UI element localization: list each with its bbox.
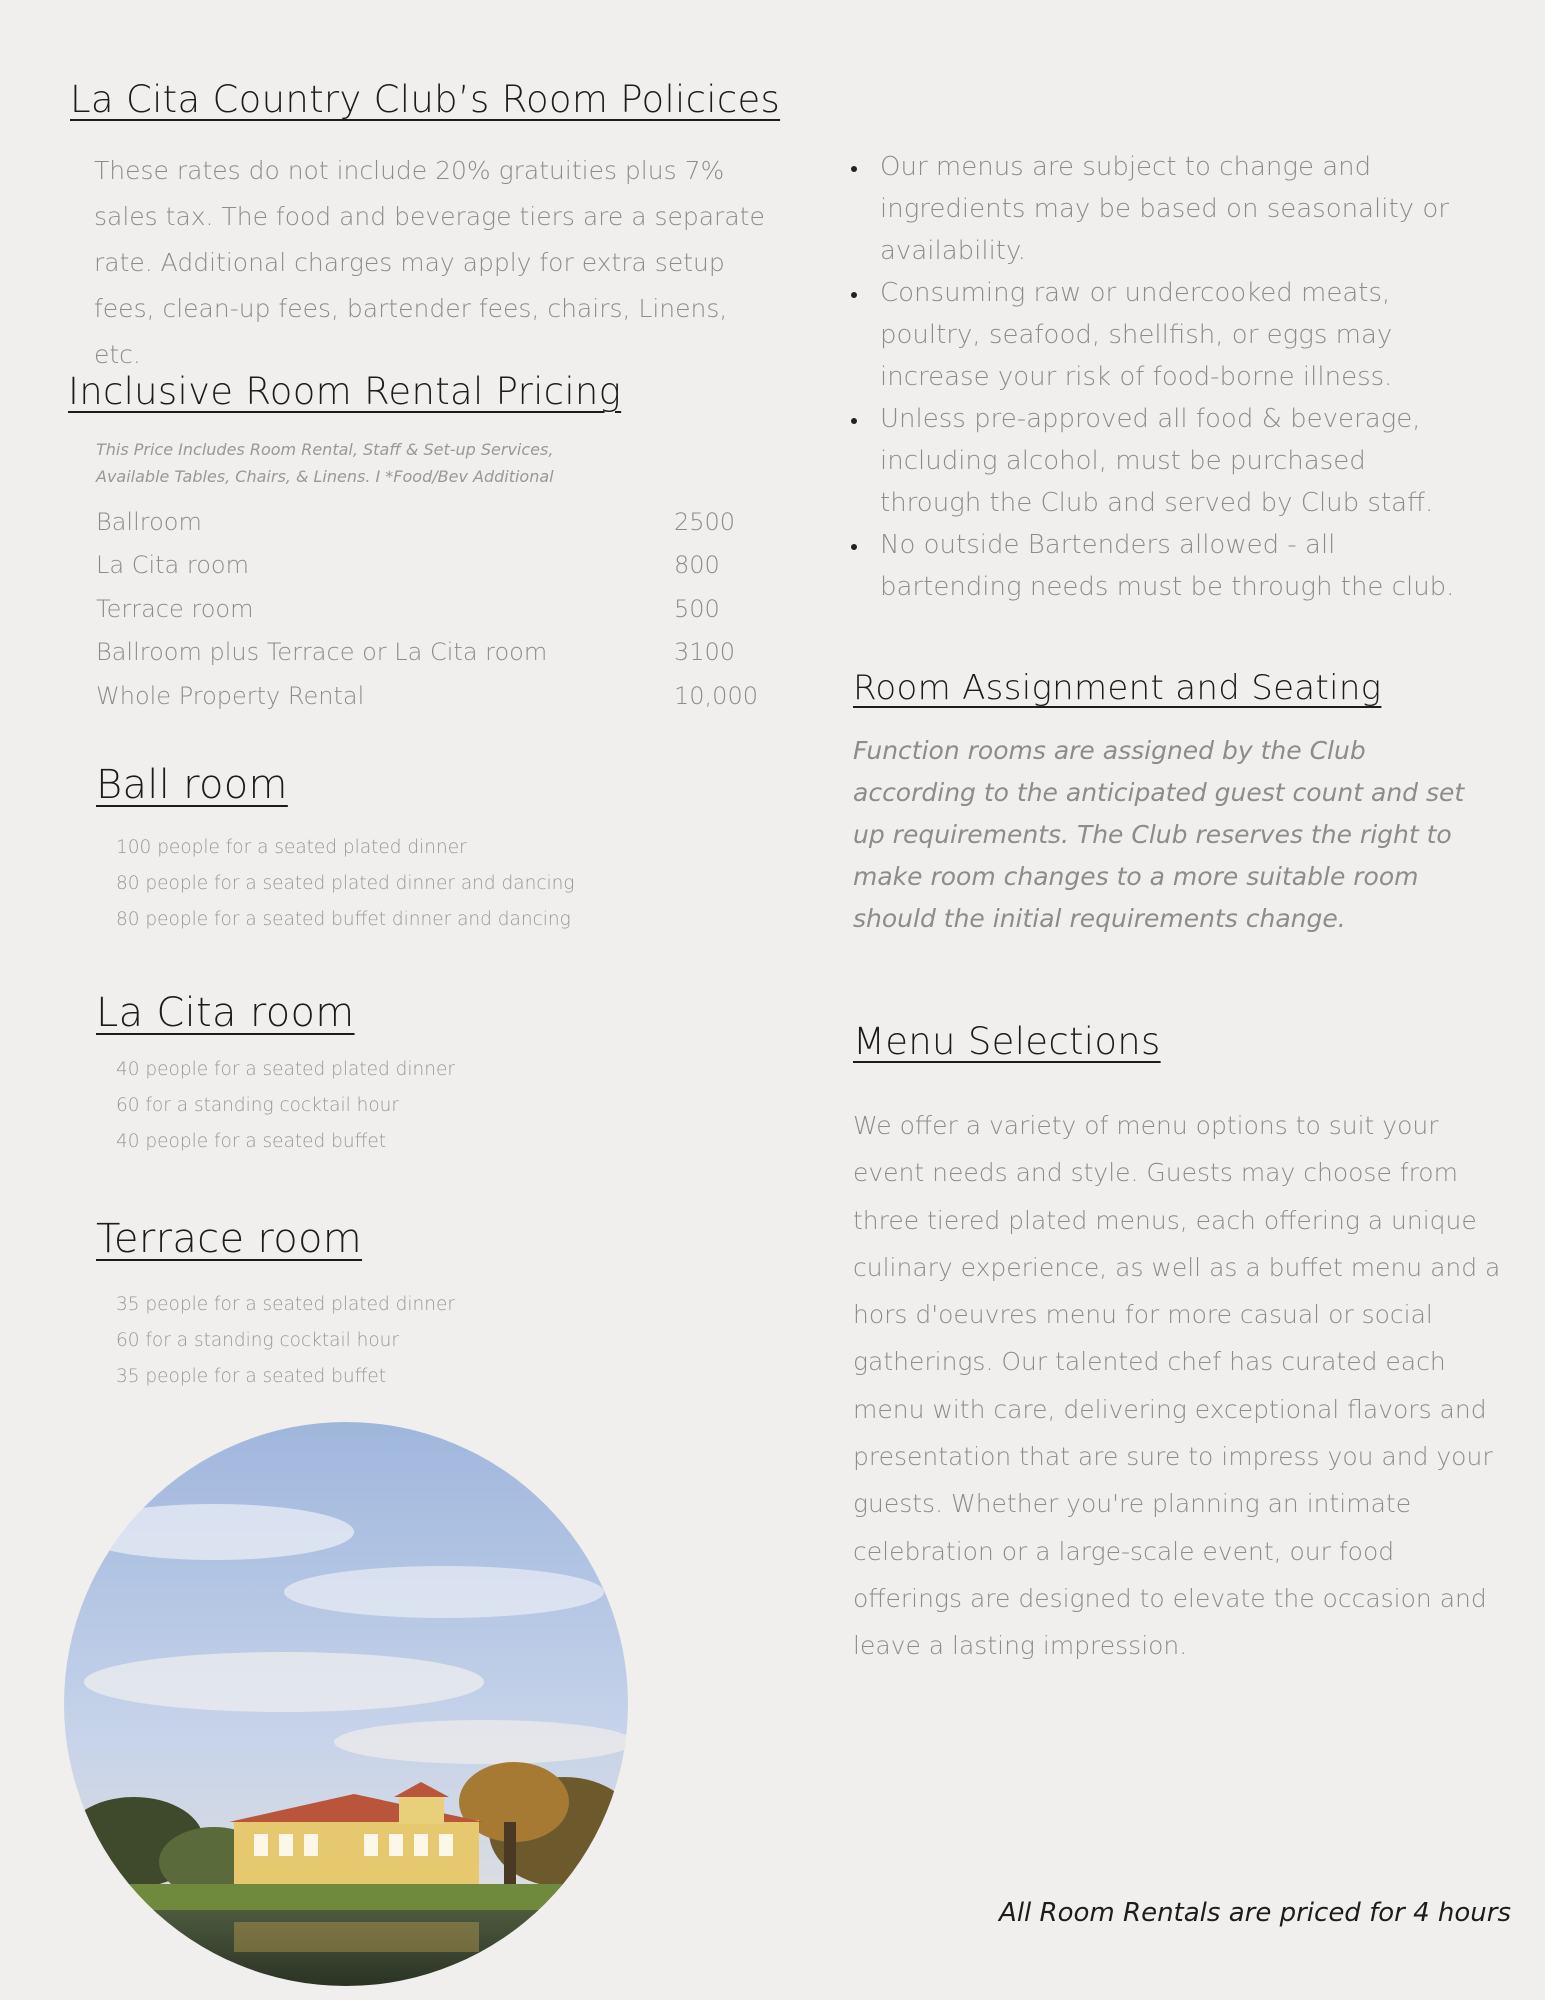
list-item: 80 people for a seated plated dinner and dancing — [116, 873, 575, 894]
price-value: 3100 — [674, 638, 736, 667]
pricing-note-line: This Price Includes Room Rental, Staff & Set-up Services, — [96, 440, 554, 459]
list-item: • Our menus are subject to change and ingredients may be based on seasonality or availability. — [870, 146, 1470, 272]
price-room-name: Ballroom plus Terrace or La Cita room — [96, 638, 548, 667]
lacita-room-heading: La Cita room — [96, 990, 355, 1036]
rates-paragraph: These rates do not include 20% gratuities plus 7% sales tax. The food and beverage tiers are a separate rate. Additional charges may apply for extra setup fees, clean-up fees, bartender fees, chairs, Linens, etc. — [94, 156, 765, 369]
list-item: • Unless pre-approved all food & beverage, including alcohol, must be purchased through the Club and served by Club staff. — [870, 398, 1470, 524]
room-assignment-paragraph: Function rooms are assigned by the Club according to the anticipated guest count and set up requirements. The Club reserves the right to make room changes to a more suitable room should the initial requirements change. — [853, 736, 1465, 933]
list-item: 60 for a standing cocktail hour — [116, 1095, 400, 1116]
price-room-name: Terrace room — [96, 594, 254, 623]
list-item: 40 people for a seated buffet — [116, 1131, 387, 1152]
list-item: 40 people for a seated plated dinner — [116, 1059, 455, 1080]
menu-selections-paragraph: We offer a variety of menu options to suit your event needs and style. Guests may choose from three tiered plated menus, each offering a unique culinary experience, as well as a buffet menu and a hors d'oeuvres menu for more casual or social gatherings. Our talented chef has curated each menu with care, delivering exceptional flavors and presentation that are sure to impress you and your guests. Whether you're planning an intimate celebration or a large-scale event, our food offerings are designed to elevate the occasion and leave a lasting impression. — [853, 1111, 1501, 1661]
list-item: 60 for a standing cocktail hour — [116, 1330, 400, 1351]
clubhouse-photo — [64, 1422, 628, 1986]
pricing-note-line: Available Tables, Chairs, & Linens. I *Food/Bev Additional — [96, 467, 554, 486]
ballroom-heading: Ball room — [96, 762, 288, 808]
room-assignment-heading: Room Assignment and Seating — [853, 668, 1382, 708]
price-room-name: La Cita room — [96, 551, 249, 580]
price-row — [96, 544, 776, 588]
footer-note: All Room Rentals are priced for 4 hours — [999, 1898, 1511, 1928]
price-value: 500 — [674, 594, 720, 623]
list-item: • No outside Bartenders allowed - all bartending needs must be through the club. — [870, 524, 1470, 608]
pricing-heading: Inclusive Room Rental Pricing — [68, 370, 622, 413]
price-row — [96, 500, 776, 544]
terrace-room-heading: Terrace room — [96, 1216, 363, 1262]
menu-policy-list — [845, 146, 1470, 608]
list-item: 35 people for a seated plated dinner — [116, 1294, 455, 1315]
list-item: 35 people for a seated buffet — [116, 1366, 387, 1387]
menu-selections-heading: Menu Selections — [853, 1020, 1161, 1063]
page-title: La Cita Country Club’s Room Policices — [70, 78, 781, 121]
price-value: 10,000 — [674, 681, 758, 710]
price-value: 2500 — [674, 507, 736, 536]
ballroom-capacity-list — [116, 830, 574, 938]
list-item: 100 people for a seated plated dinner — [116, 837, 467, 858]
price-row — [96, 587, 776, 631]
terrace-capacity-list — [116, 1287, 455, 1395]
list-item: 80 people for a seated buffet dinner and dancing — [116, 909, 571, 930]
price-row — [96, 674, 776, 718]
price-value: 800 — [674, 551, 720, 580]
list-item: • Consuming raw or undercooked meats, poultry, seafood, shellfish, or eggs may increase your risk of food-borne illness. — [870, 272, 1470, 398]
price-room-name: Whole Property Rental — [96, 681, 365, 710]
pricing-note — [96, 436, 656, 490]
price-row — [96, 631, 776, 675]
clubhouse-photo-illustration — [64, 1422, 628, 1986]
price-room-name: Ballroom — [96, 507, 202, 536]
lacita-capacity-list — [116, 1052, 455, 1160]
price-table — [96, 500, 776, 718]
